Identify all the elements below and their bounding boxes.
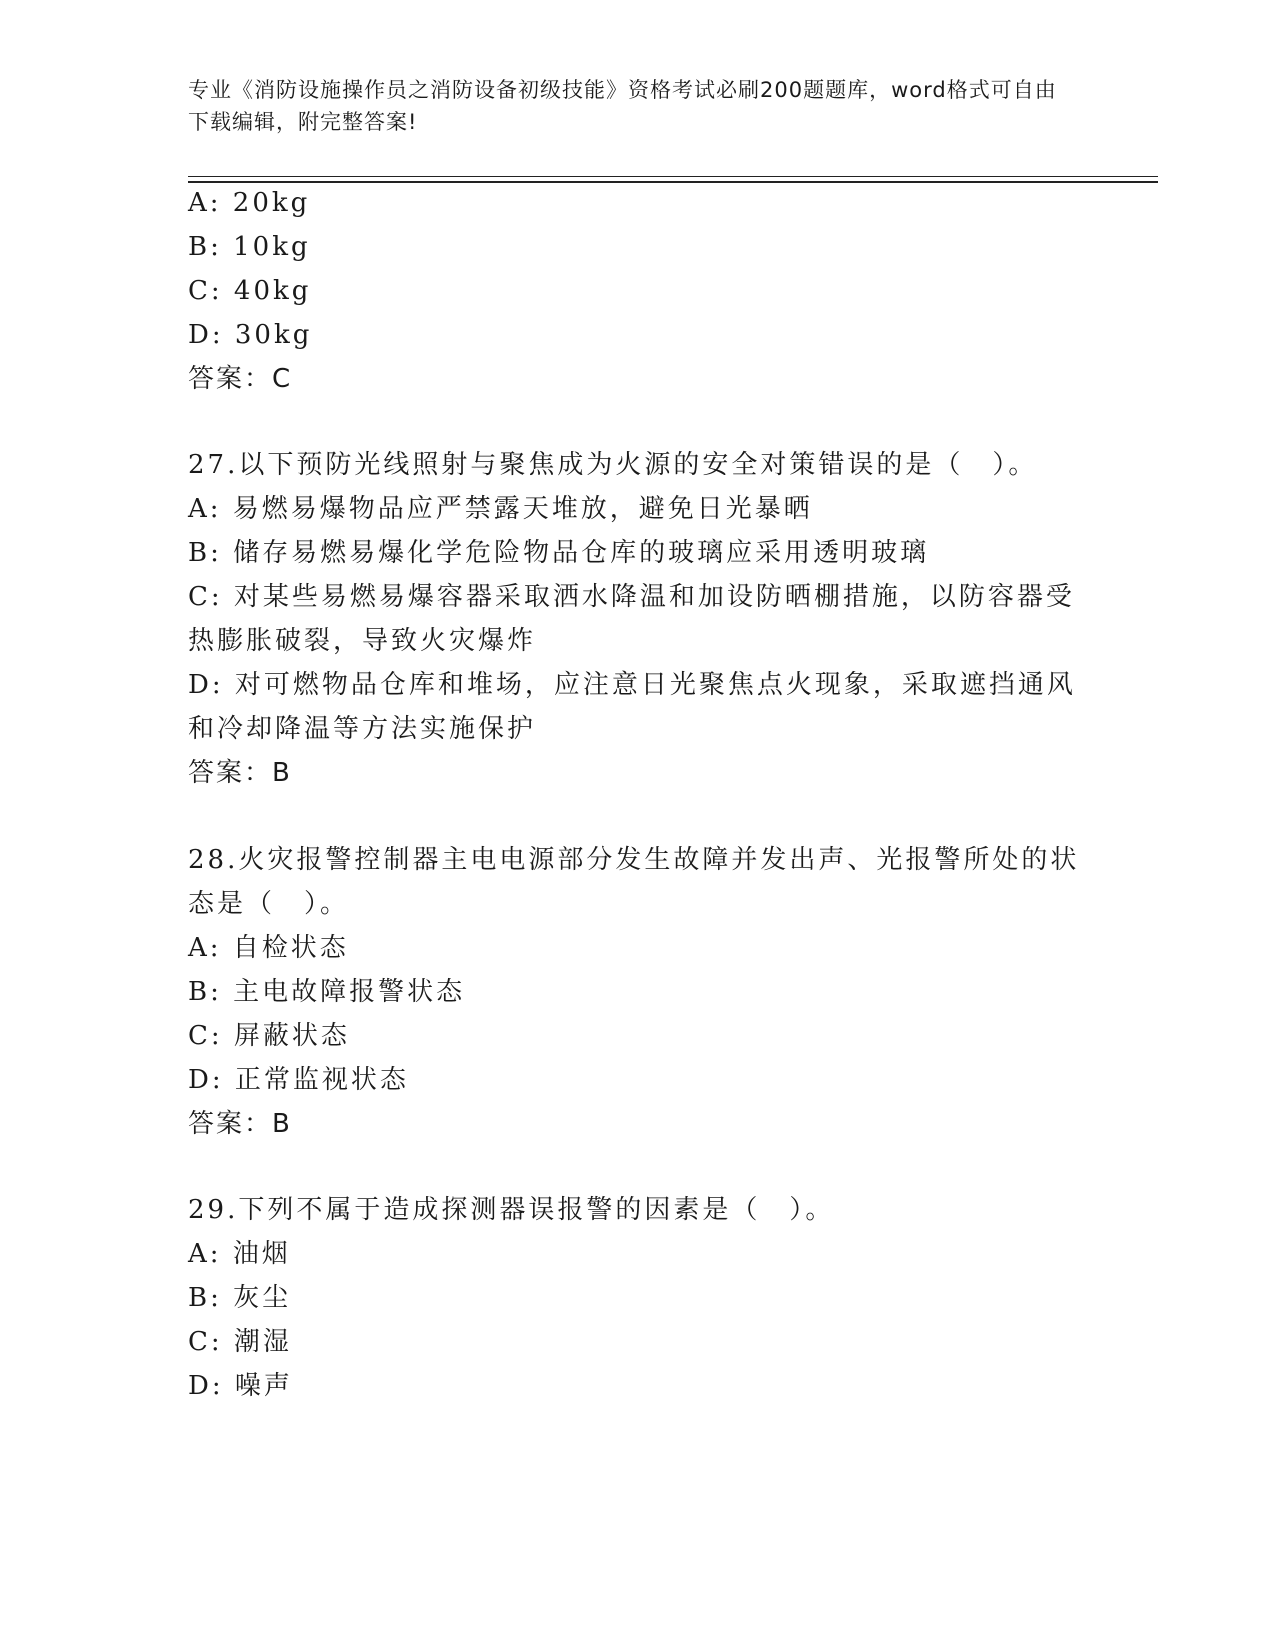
q28-option-d: D: 正常监视状态 xyxy=(188,1065,409,1095)
q27-option-b: B: 储存易燃易爆化学危险物品仓库的玻璃应采用透明玻璃 xyxy=(188,538,930,568)
q29-option-d: D: 噪声 xyxy=(188,1371,293,1401)
q28-option-b: B: 主电故障报警状态 xyxy=(188,977,466,1007)
q27-option-d-line1: D: 对可燃物品仓库和堆场，应注意日光聚焦点火现象，采取遮挡通风 xyxy=(188,670,1076,700)
document-header: 专业《消防设施操作员之消防设备初级技能》资格考试必刷200题题库，word格式可自由下载编辑，附完整答案! xyxy=(188,78,1057,134)
q29-option-a: A: 油烟 xyxy=(188,1239,291,1269)
prev-option-d: D: 30kg xyxy=(188,320,313,350)
prev-option-b: B: 10kg xyxy=(188,232,311,262)
prev-answer: 答案：C xyxy=(188,364,293,394)
q27-option-a: A: 易燃易爆物品应严禁露天堆放，避免日光暴晒 xyxy=(188,494,813,524)
header-divider-thin xyxy=(188,176,1158,177)
q28-option-a: A: 自检状态 xyxy=(188,933,349,963)
q27-stem: 27.以下预防光线照射与聚焦成为火源的安全对策错误的是（ ）。 xyxy=(188,450,1038,480)
header-divider-thick xyxy=(188,181,1158,183)
q29-option-b: B: 灰尘 xyxy=(188,1283,292,1313)
q27-option-c-line2: 热膨胀破裂，导致火灾爆炸 xyxy=(188,626,537,656)
q28-stem-line2: 态是（ ）。 xyxy=(188,889,350,919)
prev-option-a: A: 20kg xyxy=(188,188,311,218)
q27-option-d-line2: 和冷却降温等方法实施保护 xyxy=(188,714,537,744)
q28-answer: 答案：B xyxy=(188,1109,292,1139)
q28-option-c: C: 屏蔽状态 xyxy=(188,1021,350,1051)
q29-stem: 29.下列不属于造成探测器误报警的因素是（ ）。 xyxy=(188,1195,835,1225)
prev-option-c: C: 40kg xyxy=(188,276,312,306)
q28-stem-line1: 28.火灾报警控制器主电电源部分发生故障并发出声、光报警所处的状 xyxy=(188,845,1080,875)
q27-answer: 答案：B xyxy=(188,758,292,788)
q27-option-c-line1: C: 对某些易燃易爆容器采取洒水降温和加设防晒棚措施，以防容器受 xyxy=(188,582,1075,612)
q29-option-c: C: 潮湿 xyxy=(188,1327,292,1357)
